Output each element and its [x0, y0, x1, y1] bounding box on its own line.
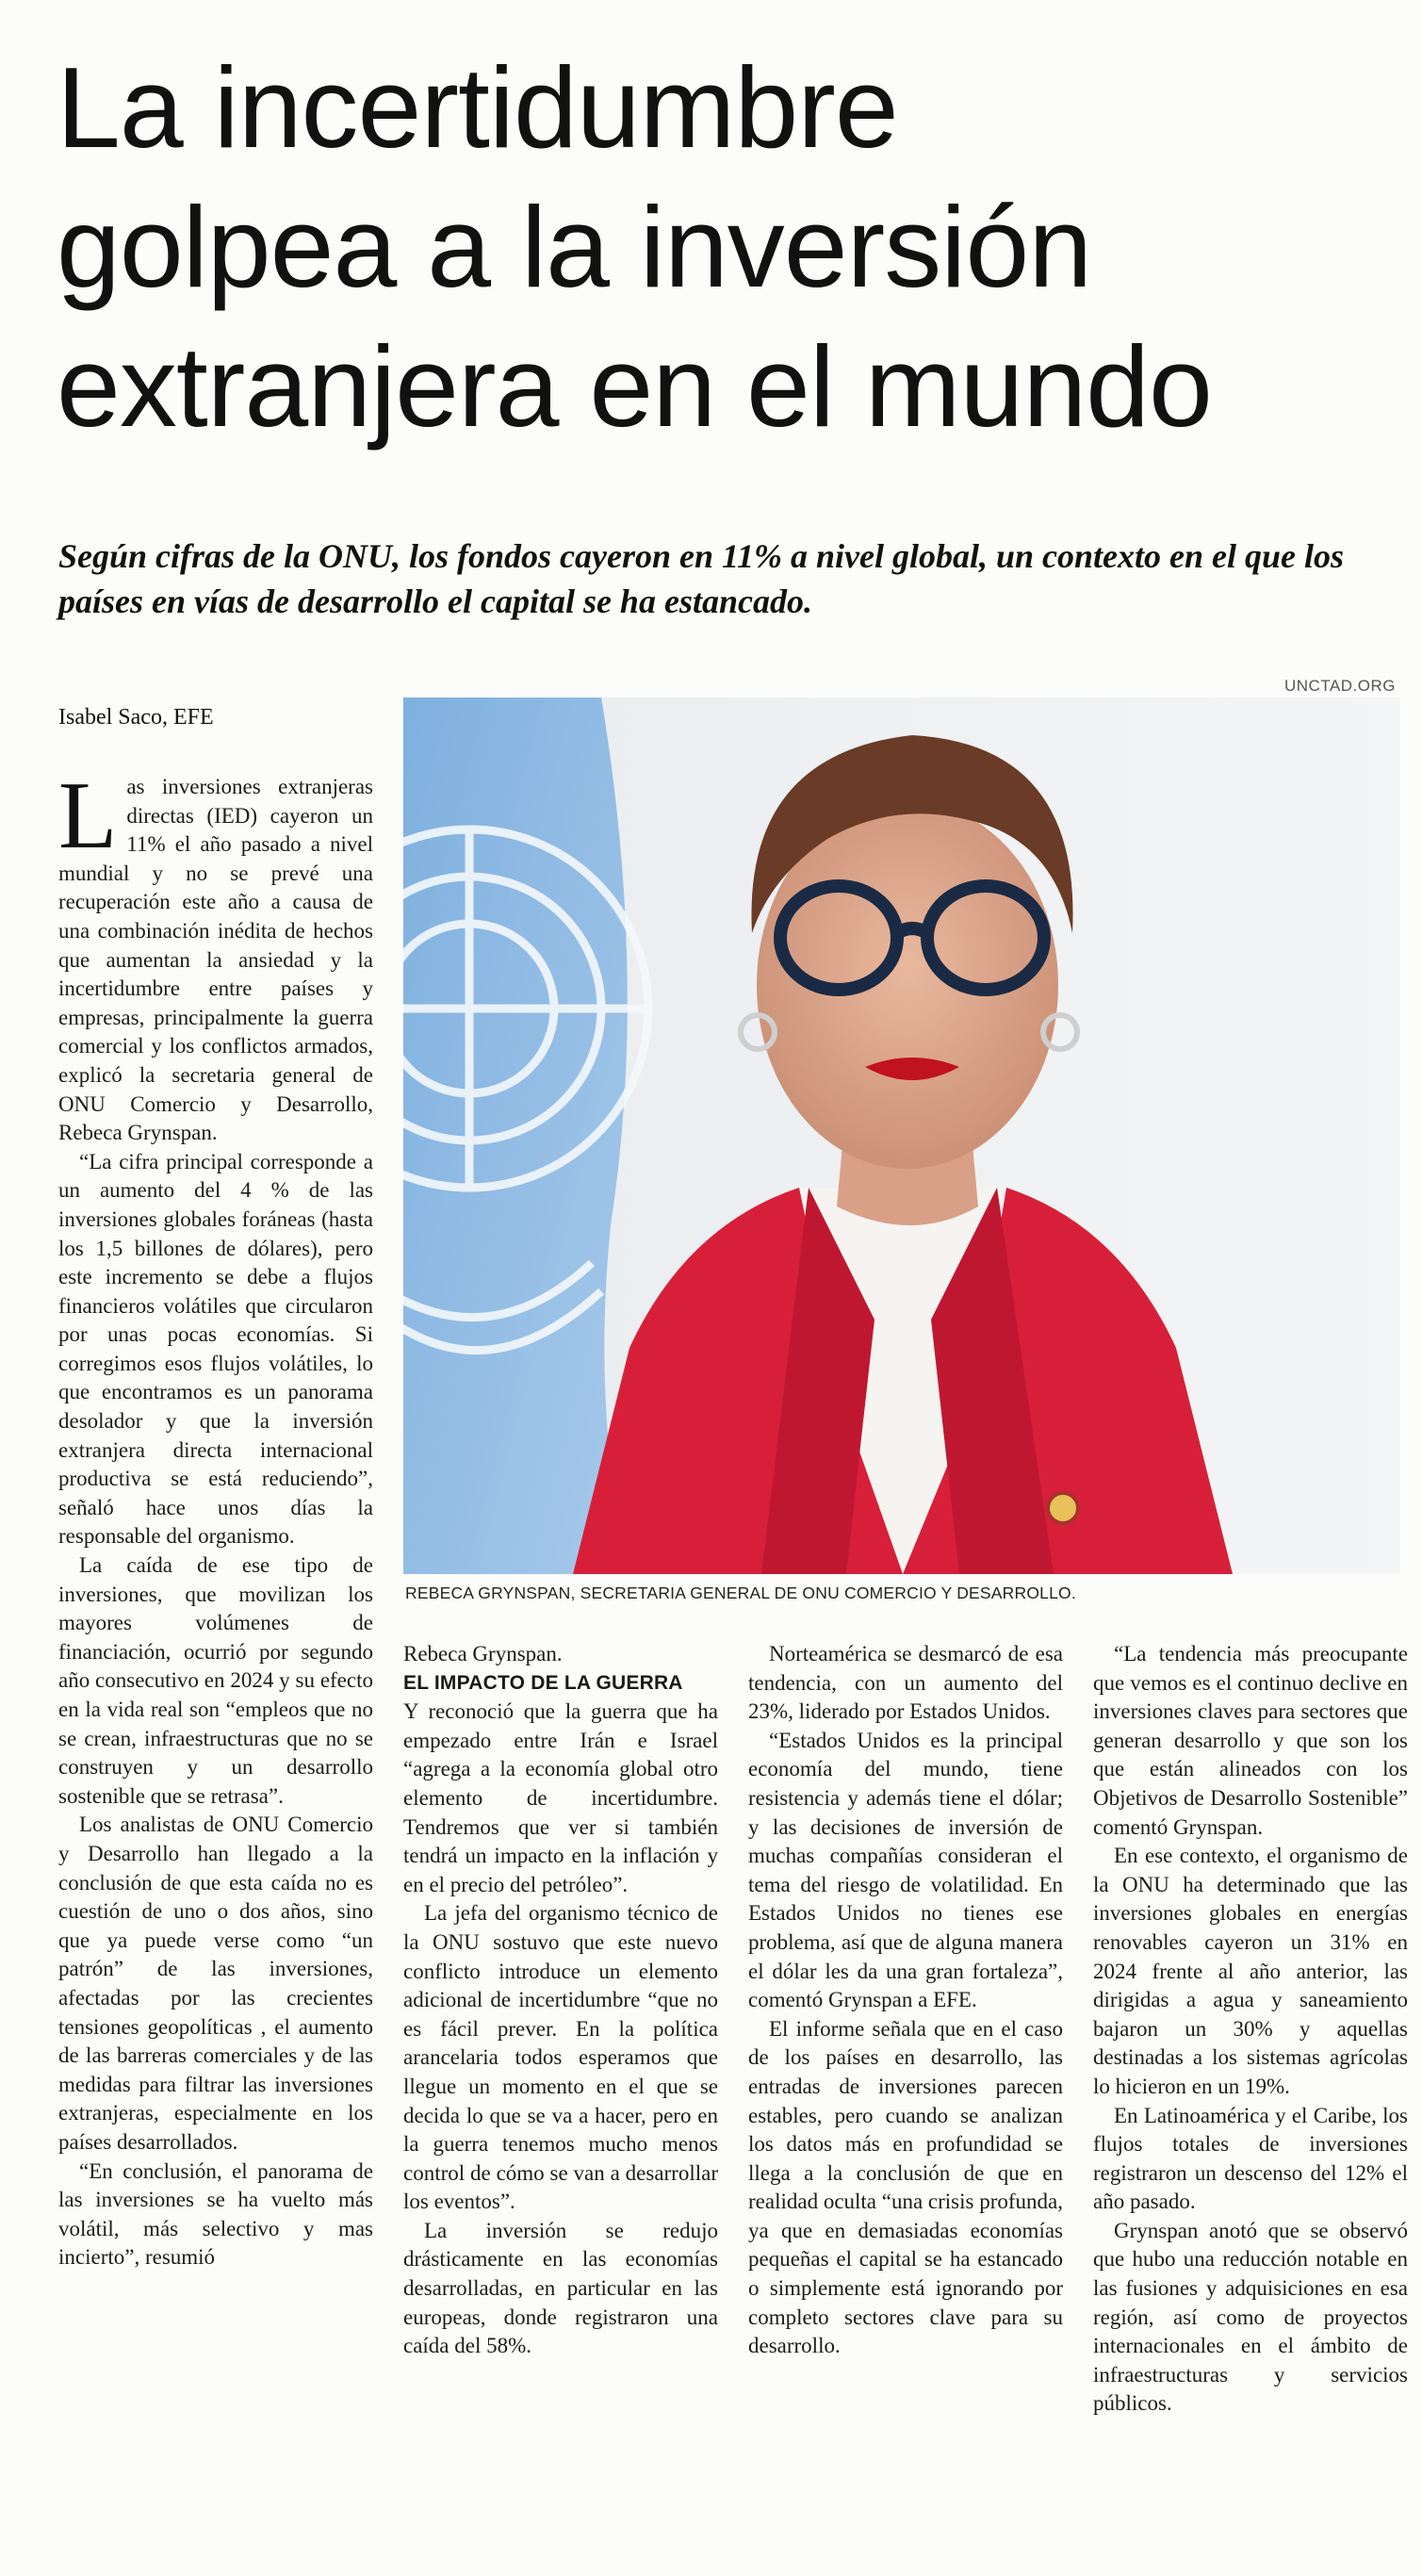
paragraph: “La tendencia más preocupante que vemos es el continuo declive en inversiones claves para sectores que generan desarrollo y que son los que están alineados con los Objetivos de Desarrollo Sostenible” comentó Grynspan.: [1093, 1642, 1408, 1839]
paragraph: “En conclusión, el panorama de las inversiones se ha vuelto más volátil, más selectivo y mas incierto”, resumió: [58, 2158, 373, 2270]
article-column-2: [403, 1640, 718, 2361]
paragraph: Norteamérica se desmarcó de esa tendencia, con un aumento del 23%, liderado por Estados Unidos.: [748, 1642, 1063, 1724]
portrait-illustration: [403, 697, 1400, 1574]
article-column-4: [1093, 1640, 1408, 2419]
paragraph: “La cifra principal corresponde a un aumento del 4 % de las inversiones globales foráneas (hasta los 1,5 billones de dólares), pero este incremento se debe a flujos financieros volátiles que circularon por unas pocas economías. Si corregimos esos flujos volátiles, lo que encontramos es un panorama desolador y que la inversión extranjera directa internacional productiva se está reduciendo”, señaló hace unos días la responsable del organismo.: [58, 1149, 373, 1549]
subtitle: Según cifras de la ONU, los fondos cayeron en 11% a nivel global, un contexto en el que los países en vías de desarrollo el capital se ha estancado.: [58, 537, 1345, 620]
section-subhead: EL IMPACTO DE LA GUERRA: [403, 1671, 683, 1694]
paragraph: Rebeca Grynspan.: [403, 1642, 563, 1665]
byline: Isabel Saco, EFE: [58, 705, 214, 730]
paragraph: La inversión se redujo drásticamente en las economías desarrolladas, en particular en las europeas, donde registraron una caída del 58%.: [403, 2218, 718, 2358]
sdg-pin-icon: [1048, 1493, 1078, 1523]
headline: [57, 38, 1376, 456]
paragraph: En Latinoamérica y el Caribe, los flujos totales de inversiones registraron un descenso del 12% el año pasado.: [1093, 2103, 1408, 2214]
photo-caption: REBECA GRYNSPAN, SECRETARIA GENERAL DE ONU COMERCIO Y DESARROLLO.: [405, 1583, 1076, 1602]
paragraph: “Estados Unidos es la principal economía del mundo, tiene resistencia y además tiene el dólar; y las decisiones de inversión de muchas compañías consideran el tema del riesgo de volatilidad. En Estados Unidos no tienes ese problema, así que de alguna manera el dólar les da una gran fortaleza”, comentó Grynspan a EFE.: [748, 1728, 1063, 2012]
headline-line: golpea a la inversión: [57, 183, 1092, 311]
paragraph: Grynspan anotó que se observó que hubo una reducción notable en las fusiones y adquisiciones en esa región, así como de proyectos internacionales en el ámbito de infraestructuras y servicios públicos.: [1093, 2218, 1408, 2416]
article-column-3: [748, 1640, 1063, 2361]
paragraph: Las inversiones extranjeras directas (IED) cayeron un 11% el año pasado a nivel mundial y no se prevé una recuperación este año a causa de una combinación inédita de hechos que aumentan la ansiedad y la incertidumbre entre países y empresas, principalmente la guerra comercial y los conflictos armados, explicó la secretaria general de ONU Comercio y Desarrollo, Rebeca Grynspan.: [58, 763, 373, 1145]
paragraph: La caída de ese tipo de inversiones, que movilizan los mayores volúmenes de financiación, ocurrió por segundo año consecutivo en 2024 y su efecto en la vida real son “empleos que no se crean, infraestructuras que no se construyen y un desarrollo sostenible que se retrasa”.: [58, 1553, 373, 1808]
paragraph: La jefa del organismo técnico de la ONU sostuvo que este nuevo conflicto introduce un elemento adicional de incertidumbre “que no es fácil prever. En la política arancelaria todos esperamos que llegue un momento en el que se decida lo que se va a hacer, pero en la guerra tenemos mucho menos control de cómo se van a desarrollar los eventos”.: [403, 1901, 718, 2214]
portrait-photo: [403, 697, 1400, 1574]
headline-line: La incertidumbre: [57, 43, 898, 172]
article-column-1: [58, 763, 373, 2272]
paragraph: Los analistas de ONU Comercio y Desarrollo han llegado a la conclusión de que esta caída no es cuestión de uno o dos años, sino que ya puede verse como “un patrón” de las inversiones, afectadas por las crecientes tensiones geopolíticas , el aumento de las barreras comerciales y de las medidas para filtrar las inversiones extranjeras, especialmente en los países desarrollados.: [58, 1813, 373, 2154]
paragraph: Y reconoció que la guerra que ha empezado entre Irán e Israel “agrega a la economía global otro elemento de incertidumbre. Tendremos que ver si también tendrá un impacto en la inflación y en el precio del petróleo”.: [403, 1699, 718, 1896]
paragraph: En ese contexto, el organismo de la ONU ha determinado que las inversiones globales en energías renovables cayeron un 31% en 2024 frente al año anterior, las dirigidas a agua y saneamiento bajaron un 30% y aquellas destinadas a los sistemas agrícolas lo hicieron en un 19%.: [1093, 1844, 1408, 2098]
paragraph: El informe señala que en el caso de los países en desarrollo, las entradas de inversiones parecen estables, pero cuando se analizan los datos más en profundidad se llega a la conclusión de que en realidad oculta “una crisis profunda, ya que en demasiadas economías pequeñas el capital se ha estancado o simplemente está ignorando por completo sectores clave para su desarrollo.: [748, 2016, 1064, 2358]
drop-cap: L: [58, 763, 118, 869]
photo-credit: UNCTAD.ORG: [1283, 677, 1396, 695]
headline-line: extranjera en el mundo: [57, 322, 1212, 451]
